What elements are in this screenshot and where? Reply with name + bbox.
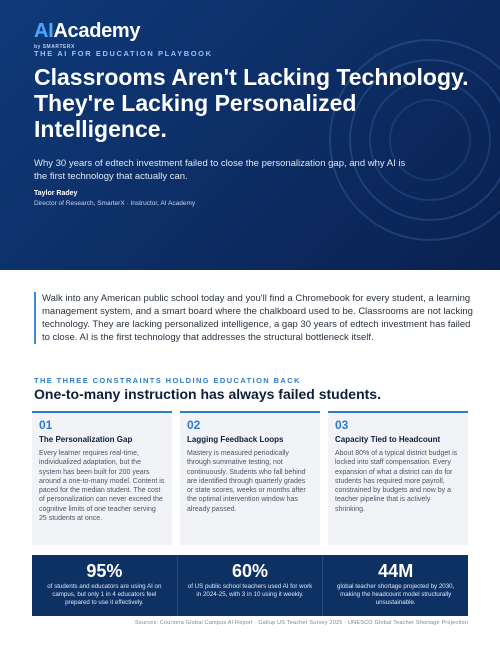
playbook-kicker: THE AI FOR EDUCATION PLAYBOOK: [34, 49, 213, 58]
card-body: Mastery is measured periodically through summative testing, not continuously. Students who fall behind are identified through quarterly grades or state scores, weeks or months after the optimal intervention window has already passed.: [187, 450, 306, 513]
stat-value: 60%: [231, 561, 269, 581]
sources-note: Sources: Coursera Global Campus AI Report · Gallup US Teacher Survey 2025 · UNESCO Global Teacher Shortage Projection: [134, 620, 468, 626]
constraint-card: [32, 411, 172, 545]
stat-label: of students and educators are using AI on campus, but only 1 in 4 educators feel prepared to use it effectively.: [47, 583, 162, 606]
stat-value: 95%: [86, 561, 123, 581]
card-number: 03: [335, 418, 349, 432]
stat-label: global teacher shortage projected by 2030, making the headcount model structurally unsustainable.: [337, 583, 455, 606]
author-role: Director of Research, SmarterX · Instructor, AI Academy: [34, 200, 196, 207]
constraint-card: [328, 411, 468, 545]
stat-value: 44M: [378, 561, 414, 581]
constraint-card: [180, 411, 320, 545]
author-name: Taylor Radey: [34, 190, 78, 197]
logo-academy: Academy: [53, 20, 141, 42]
intro-paragraph: Walk into any American public school today and you'll find a Chromebook for every student, a learning management system, and a smart board where the chalkboard used to be. Classrooms are not lacking technology. They are lacking personalized intelligence, a gap 30 years of edtech investment has failed to close. AI is the first technology that addresses the structural bottleneck itself.: [34, 292, 474, 344]
logo: [34, 20, 141, 50]
stat-item: [177, 555, 323, 616]
card-number: 01: [39, 418, 53, 432]
card-number: 02: [187, 418, 201, 432]
section-kicker: THE THREE CONSTRAINTS HOLDING EDUCATION BACK: [34, 376, 301, 385]
stats-bar: [32, 555, 468, 616]
stat-item: [32, 555, 177, 616]
page-title: Classrooms Aren't Lacking Technology. They're Lacking Personalized Intelligence.: [34, 64, 469, 142]
stat-label: of US public school teachers used AI for work in 2024-25, with 3 in 10 using it weekly.: [187, 583, 313, 598]
card-body: Every learner requires real-time, individualized adaptation, but the system has been built for 200 years around a one-to-many model. Content is paced for the median student. The cost of personalization can never exceed the cognitive limits of one teacher serving 25 students at once.: [39, 450, 165, 523]
constraint-cards: [32, 411, 468, 545]
section-title: One-to-many instruction has always failed students.: [34, 386, 381, 402]
logo-ai: AI: [34, 20, 54, 42]
hero-banner: [0, 0, 500, 270]
card-title: Capacity Tied to Headcount: [335, 435, 441, 444]
logo-text: [34, 20, 140, 43]
stat-item: [322, 555, 468, 616]
card-title: The Personalization Gap: [39, 435, 133, 444]
card-body: About 80% of a typical district budget is locked into staff compensation. Every expansion of what a district can do for students has required more payroll, constrained by budgets and now by a teacher pipeline that is actively shrinking.: [335, 450, 458, 513]
card-title: Lagging Feedback Loops: [187, 435, 284, 444]
page-subtitle: Why 30 years of edtech investment failed to close the personalization gap, and why AI is the first technology that actually can.: [34, 158, 406, 182]
logo-sub: by SMARTERX: [34, 44, 75, 50]
